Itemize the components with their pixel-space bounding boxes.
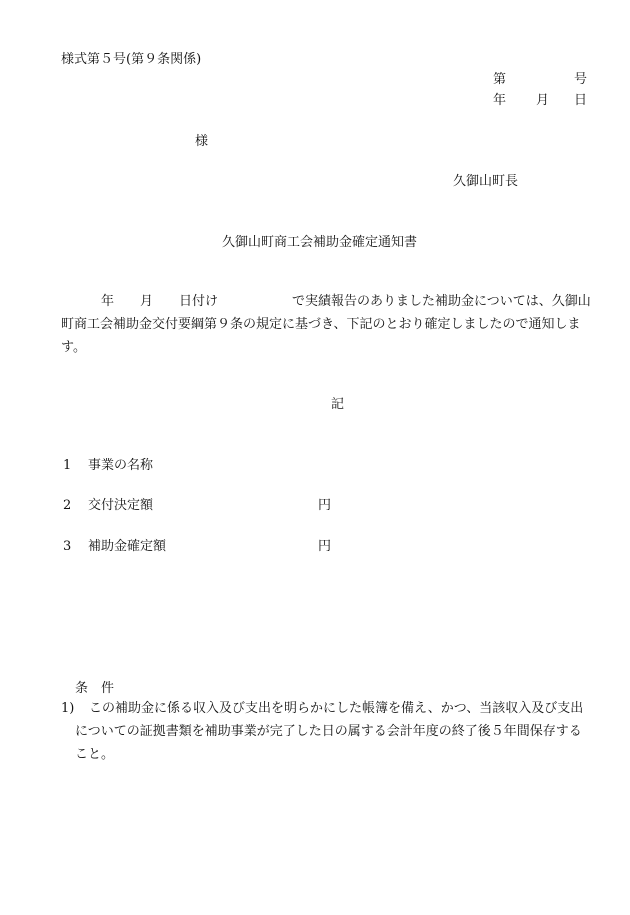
condition-item (61, 697, 591, 766)
date-month: 月 (536, 93, 550, 108)
body-paragraph (61, 290, 591, 359)
body-month: 月 (140, 294, 154, 309)
addressee-honorific: 様 (195, 134, 209, 149)
item-2-unit: 円 (318, 498, 332, 513)
form-label: 様式第５号(第９条関係) (61, 52, 202, 67)
condition-number: 1) (61, 701, 75, 716)
item-1-label: 事業の名称 (88, 458, 154, 473)
date-day: 日 (574, 93, 588, 108)
conditions-heading: 条 件 (75, 681, 115, 696)
doc-number-prefix: 第 (493, 72, 507, 87)
item-3-unit: 円 (318, 539, 332, 554)
condition-text: この補助金に係る収入及び支出を明らかにした帳簿を備え、かつ、当該収入及び支出についての証拠書類を補助事業が完了した日の属する会計年度の終了後５年間保存すること。 (75, 701, 584, 762)
body-day-suffix: 日付け (179, 294, 219, 309)
item-3-label: 補助金確定額 (88, 539, 167, 554)
document-title: 久御山町商工会補助金確定通知書 (222, 235, 418, 250)
issuer-name: 久御山町長 (453, 174, 519, 189)
ki-heading: 記 (331, 397, 345, 412)
item-2-number: 2 (63, 498, 72, 513)
date-year: 年 (493, 93, 507, 108)
item-3-number: 3 (63, 539, 72, 554)
item-2-label: 交付決定額 (88, 498, 154, 513)
body-text: で実績報告のありました補助金については、久御山町商工会補助金交付要綱第９条の規定に基づき、下記のとおり確定しましたので通知します。 (61, 294, 591, 355)
doc-number-suffix: 号 (574, 72, 588, 87)
item-1-number: 1 (63, 458, 72, 473)
body-year: 年 (101, 294, 115, 309)
